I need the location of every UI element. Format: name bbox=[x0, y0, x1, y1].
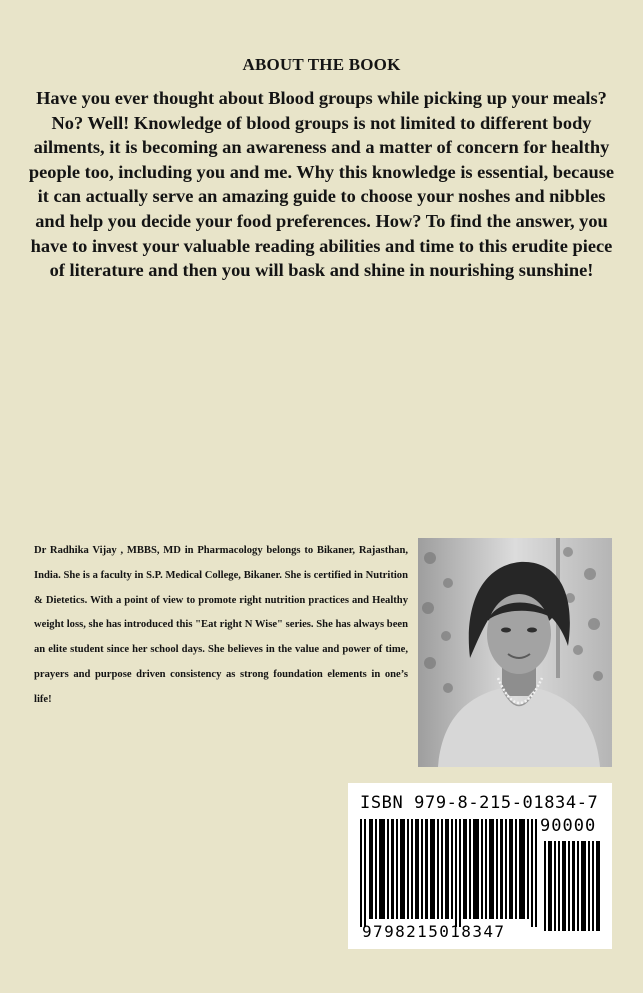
isbn-barcode bbox=[348, 783, 612, 949]
price-code: 90000 bbox=[540, 816, 597, 836]
book-description: Have you ever thought about Blood groups while picking up your meals? No? Well! Knowledge of blood groups is not limited to different body ailments, it is becoming an awareness and a matter of concern for healthy people too, including you and me. Why this knowledge is essential, because it can actually serve an amazing guide to choose your noshes and nibbles and help you decide your food preferences. How? To find the answer, you have to invest your valuable reading abilities and time to this erudite piece of literature and then you will bask and shine in nourishing sunshine! bbox=[28, 88, 615, 281]
author-bio: Dr Radhika Vijay , MBBS, MD in Pharmacology belongs to Bikaner, Rajasthan, India. She is a faculty in S.P. Medical College, Bikaner. She is certified in Nutrition & Dietetics. With a point of view to promote right nutrition practices and Healthy weight loss, she has introduced this "Eat right N Wise" series. She has always been an elite student since her school days. She believes in the value and power of time, prayers and purpose driven consistency as strong foundation elements in one’s life! bbox=[34, 545, 408, 705]
isbn-label: ISBN 979-8-215-01834-7 bbox=[360, 793, 599, 813]
author-photo bbox=[418, 538, 612, 767]
section-heading: ABOUT THE BOOK bbox=[242, 55, 401, 74]
barcode-digits: 9798215018347 bbox=[362, 922, 506, 941]
